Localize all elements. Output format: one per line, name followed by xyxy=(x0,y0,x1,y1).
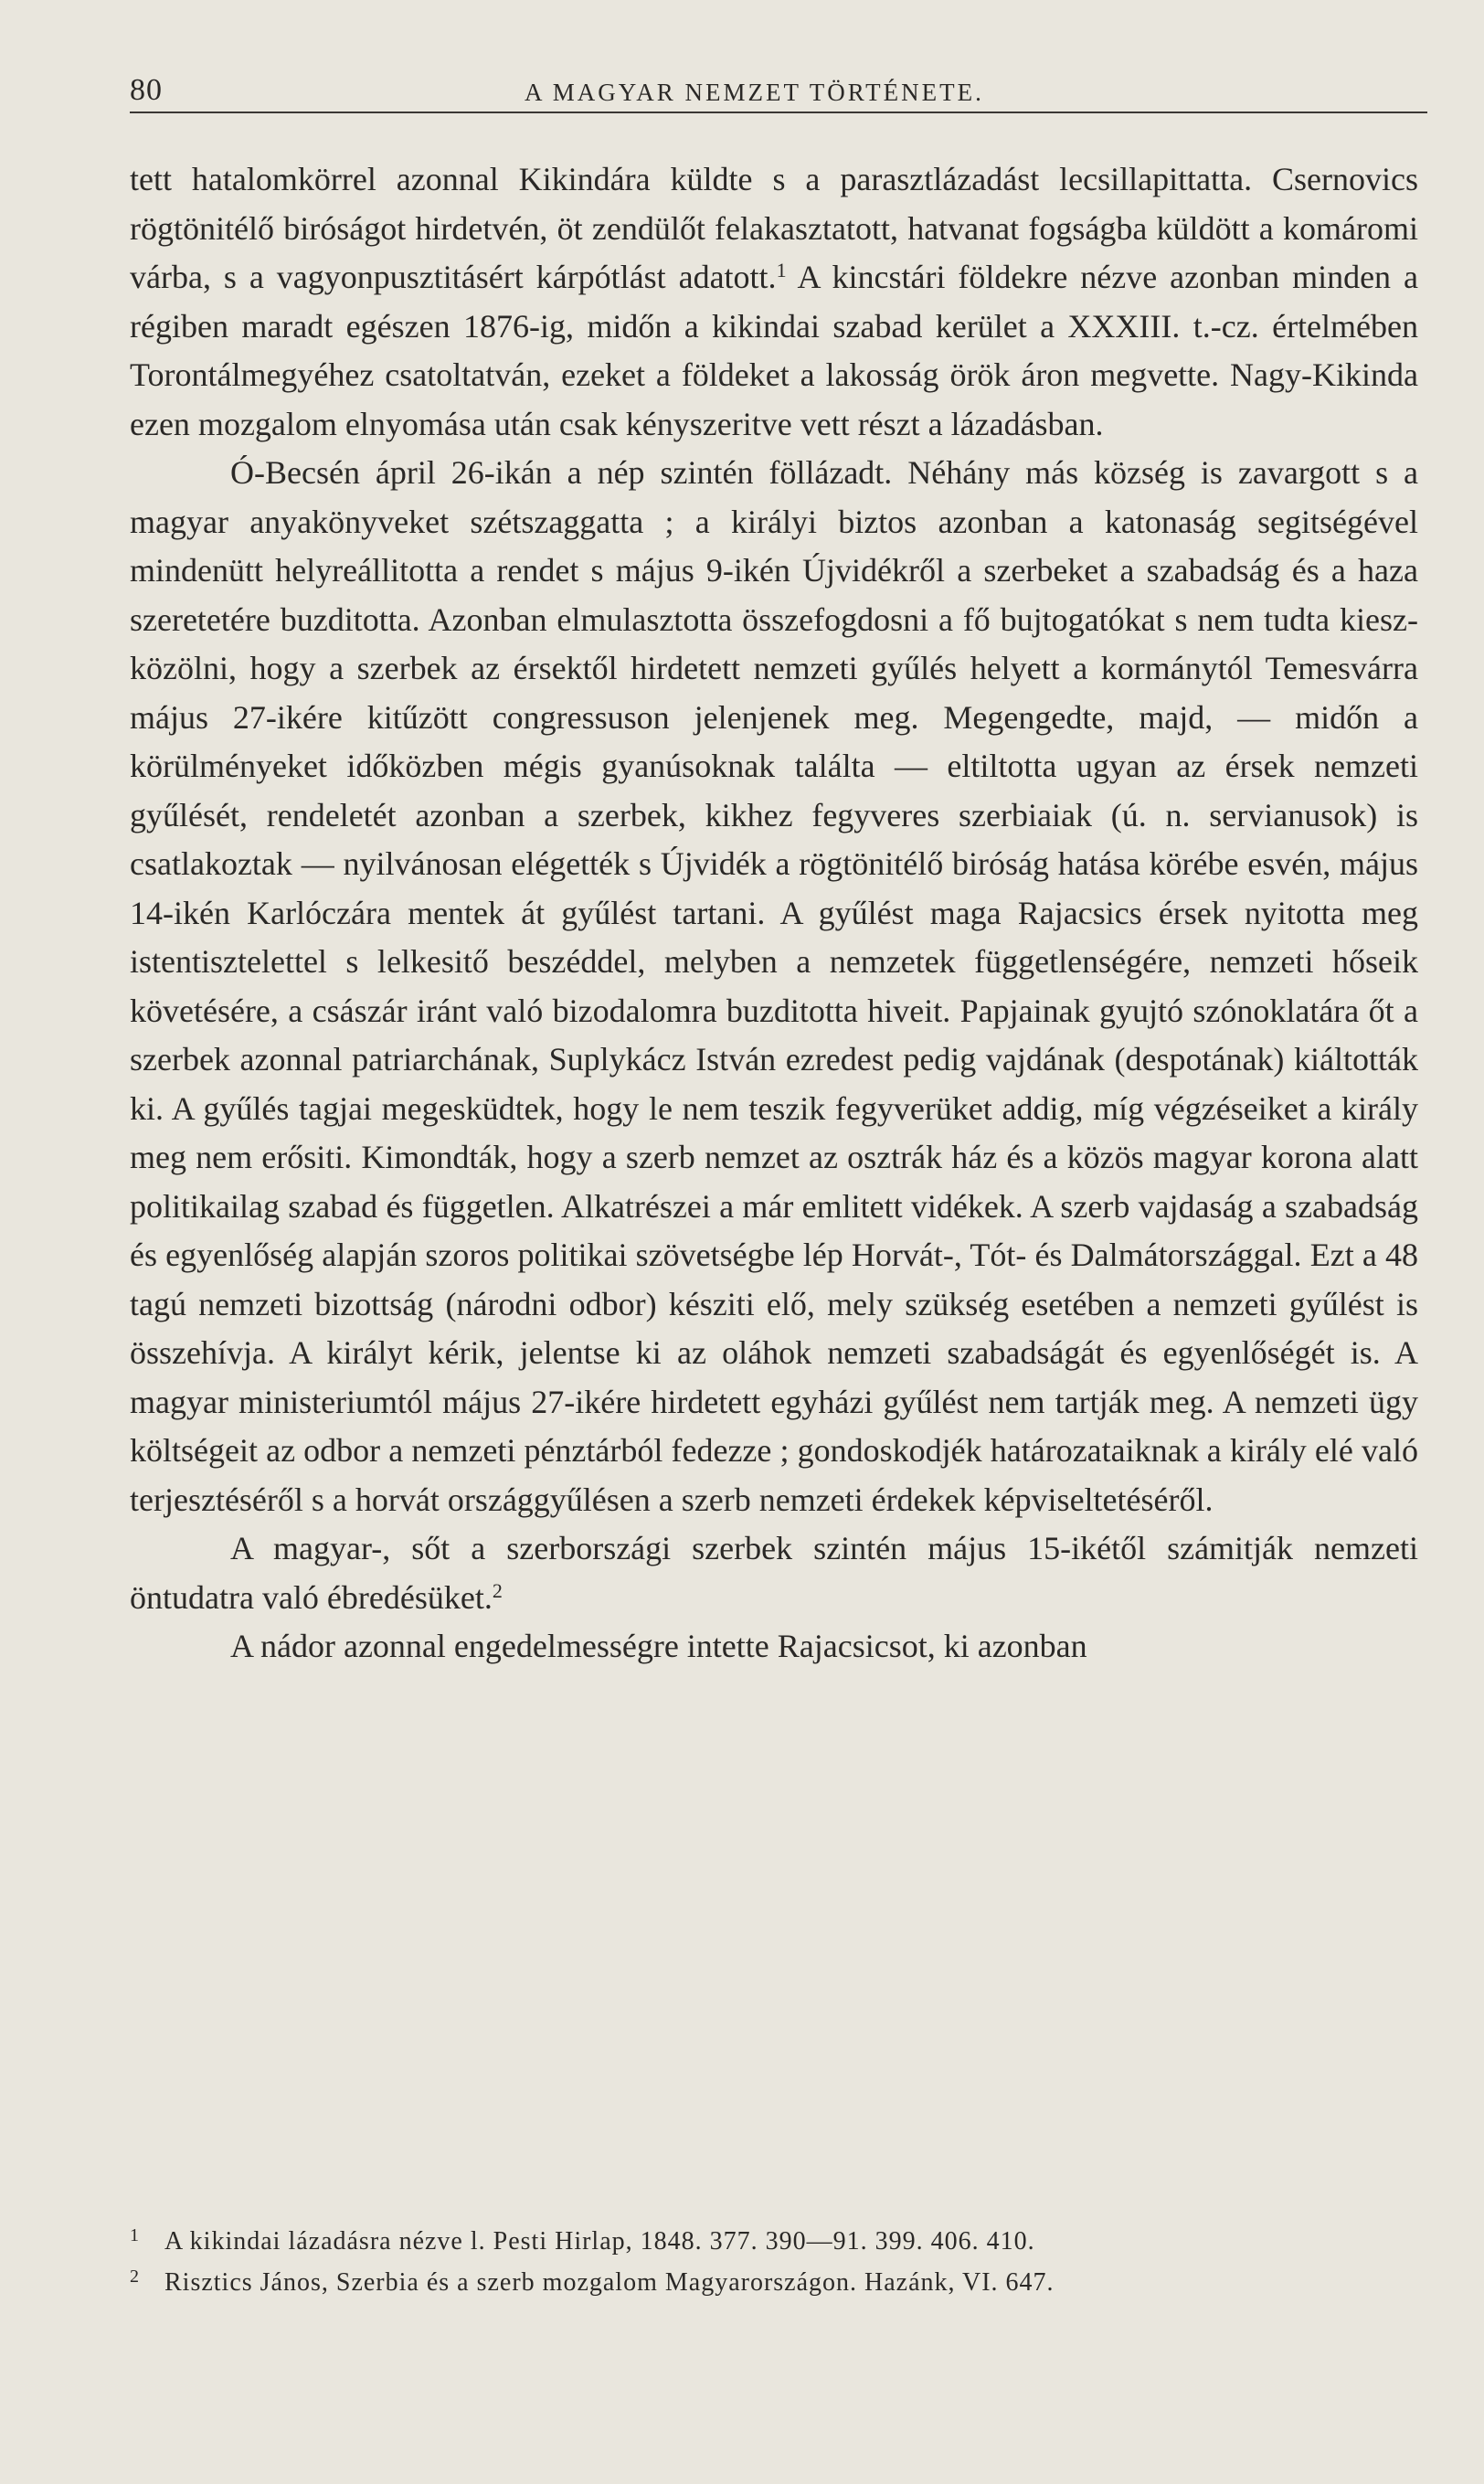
header-rule xyxy=(130,111,1427,113)
page-header xyxy=(130,66,1427,111)
running-title: A MAGYAR NEMZET TÖRTÉNETE. xyxy=(525,79,984,106)
footnote-ref-1[interactable]: 1 xyxy=(776,259,787,281)
footnotes xyxy=(130,2221,1418,2303)
paragraph-2: Ó-Becsén ápril 26-ikán a nép szintén föllázadt. Néhány más község is zavargott s a magyar anyakönyveket szétszaggatta ; a királyi biztos azonban a katonaság segitségével mindenütt helyreállitotta a rendet s május 9-ikén Újvidékről a szerbeket a szabadság és a haza szeretetére buzditotta. Azonban elmulasztotta összefogdosni a fő bujtogatókat s nem tudta kieszközölni, hogy a szerbek az érsektől hirdetett nemzeti gyűlés helyett a kormánytól Temesvárra május 27-ikére kitűzött congressuson jelenjenek meg. Megengedte, majd, — midőn a körülményeket időközben mégis gyanúsoknak találta — eltiltotta ugyan az érsek nemzeti gyűlését, rendeletét azonban a szerbek, kikhez fegyveres szerbiaiak (ú. n. servianusok) is csatlakoztak — nyilvánosan elégették s Újvidék a rögtönitélő biróság hatása körébe esvén, május 14-ikén Karlóczára mentek át gyűlést tartani. A gyűlést maga Rajacsics érsek nyitotta meg istentisztelettel s lelkesitő beszéddel, melyben a nemzetek függetlenségére, nemzeti hőseik követésére, a császár iránt való bizodalomra buzditotta hiveit. Papjainak gyujtó szónoklatára őt a szerbek azonnal patriarchának, Suplykácz István ezredest pedig vajdának (despotának) kiáltották ki. A gyűlés tagjai megesküdtek, hogy le nem teszik fegyverüket addig, míg végzéseiket a király meg nem erősiti. Kimondták, hogy a szerb nemzet az osztrák ház és a közös magyar korona alatt politikailag szabad és független. Alkatrészei a már emlitett vidékek. A szerb vajdaság a szabadság és egyenlőség alapján szoros politikai szövetségbe lép Horvát-, Tót- és Dalmátországgal. Ezt a 48 tagú nemzeti bizottság (národni odbor) késziti elő, mely szükség esetében a nemzeti gyűlést is összehívja. A királyt kérik, jelentse ki az oláhok nemzeti szabadságát és egyenlőségét is. A magyar ministeriumtól május 27-ikére hirdetett egyházi gyűlést nem tartják meg. A nemzeti ügy költségeit az odbor a nemzeti pénztárból fedezze ; gondoskodjék határozataiknak a király elé való terjesztéséről s a horvát országgyűlésen a szerb nemzeti érdekek képviseltetéséről. xyxy=(130,454,1418,1518)
footnote-1-text: A kikindai lázadásra nézve l. Pesti Hirlap, 1848. 377. 390—91. 399. 406. 410. xyxy=(164,2227,1035,2256)
paragraph-1 xyxy=(130,155,1418,449)
footnote-2-mark: 2 xyxy=(130,2266,140,2287)
footnote-ref-2[interactable]: 2 xyxy=(492,1578,503,1602)
footnote-2-text: Risztics János, Szerbia és a szerb mozgalom Magyarországon. Hazánk, VI. 647. xyxy=(164,2268,1055,2297)
footnote-1-mark: 1 xyxy=(130,2225,140,2245)
paragraph-3-text: A magyar-, sőt a szerbországi szerbek szintén május 15-ikétől számitják nemzeti öntudatra való ébredésüket. xyxy=(130,1530,1418,1616)
footnote-2 xyxy=(130,2262,1418,2303)
page-number: 80 xyxy=(130,73,163,107)
paragraph-1-text-cont: A kincstári földekre nézve azonban minden a régiben maradt egészen 1876-ig, midőn a kikindai szabad kerület a XXXIII. t.-cz. értelmében Torontálmegyéhez csatoltatván, ezeket a földeket a lakosság örök áron megvette. Nagy-Kikinda ezen mozgalom elnyomása után csak kényszeritve vett részt a lázadásban. xyxy=(130,259,1418,442)
body-text xyxy=(130,155,1418,1672)
paragraph-4: A nádor azonnal engedelmességre intette Rajacsicsot, ki azonban xyxy=(230,1628,1087,1664)
paragraph-1-text: tett hatalomkörrel azonnal Kikindára küldte s a parasztlázadást lecsillapittatta. Csernovics rögtönitélő biróságot hirdetvén, öt zendülőt felakasztatott, hatvanat fogságba küldött a komáromi várba, s a vagyonpusztitásért kárpótlást adatott. xyxy=(130,161,1418,295)
footnote-1 xyxy=(130,2221,1418,2262)
paragraph-3 xyxy=(130,1524,1418,1622)
